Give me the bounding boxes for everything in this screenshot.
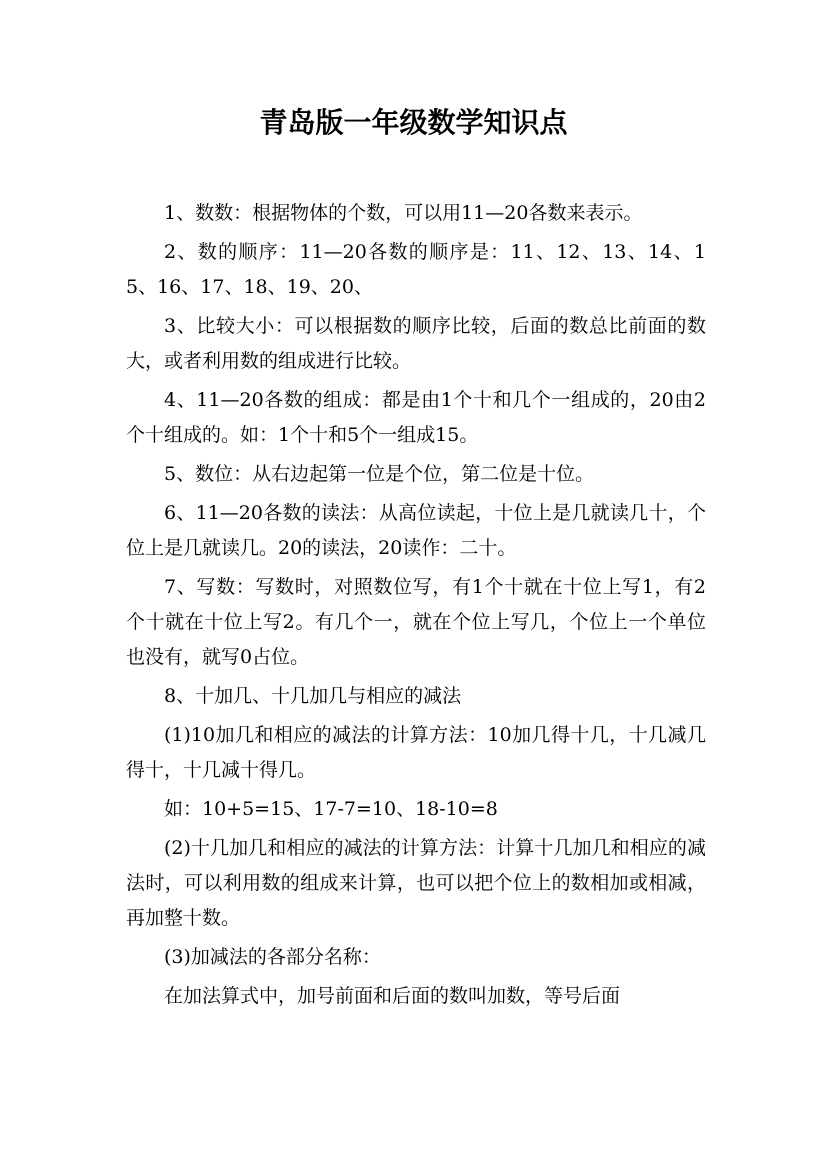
paragraph-12: (3)加减法的各部分名称： <box>164 946 381 968</box>
paragraph-11: (2)十几加几和相应的减法的计算方法：计算十几加几和相应的减法时，可以利用数的组成来计算，也可以把个位上的数相加或相减，再加整十数。 <box>126 837 706 929</box>
paragraph-13: 在加法算式中，加号前面和后面的数叫加数，等号后面 <box>164 985 621 1007</box>
paragraph-5: 5、数位：从右边起第一位是个位，第二位是十位。 <box>164 463 595 485</box>
paragraph-2: 2、数的顺序：11—20各数的顺序是：11、12、13、14、15、16、17、18、19、20、 <box>126 241 706 298</box>
paragraph-9: (1)10加几和相应的减法的计算方法：10加几得十几，十几减几得十，十几减十得几。 <box>126 724 706 781</box>
document-body <box>126 196 706 1018</box>
paragraph-1: 1、数数：根据物体的个数，可以用11—20各数来表示。 <box>164 202 643 224</box>
paragraph-7: 7、写数：写数时，对照数位写，有1个十就在十位上写1，有2个十就在十位上写2。有几个一，就在个位上写几，个位上一个单位也没有，就写0占位。 <box>126 576 706 668</box>
paragraph-3: 3、比较大小：可以根据数的顺序比较，后面的数总比前面的数大，或者利用数的组成进行比较。 <box>126 315 706 372</box>
paragraph-6: 6、11—20各数的读法：从高位读起，十位上是几就读几十，个位上是几就读几。20的读法，20读作：二十。 <box>126 502 706 559</box>
paragraph-10: 如：10+5=15、17-7=10、18-10=8 <box>164 798 498 820</box>
paragraph-4: 4、11—20各数的组成：都是由1个十和几个一组成的，20由2个十组成的。如：1个十和5个一组成15。 <box>126 389 706 446</box>
document-title: 青岛版一年级数学知识点 <box>259 106 568 139</box>
paragraph-8: 8、十加几、十几加几与相应的减法 <box>164 685 462 707</box>
